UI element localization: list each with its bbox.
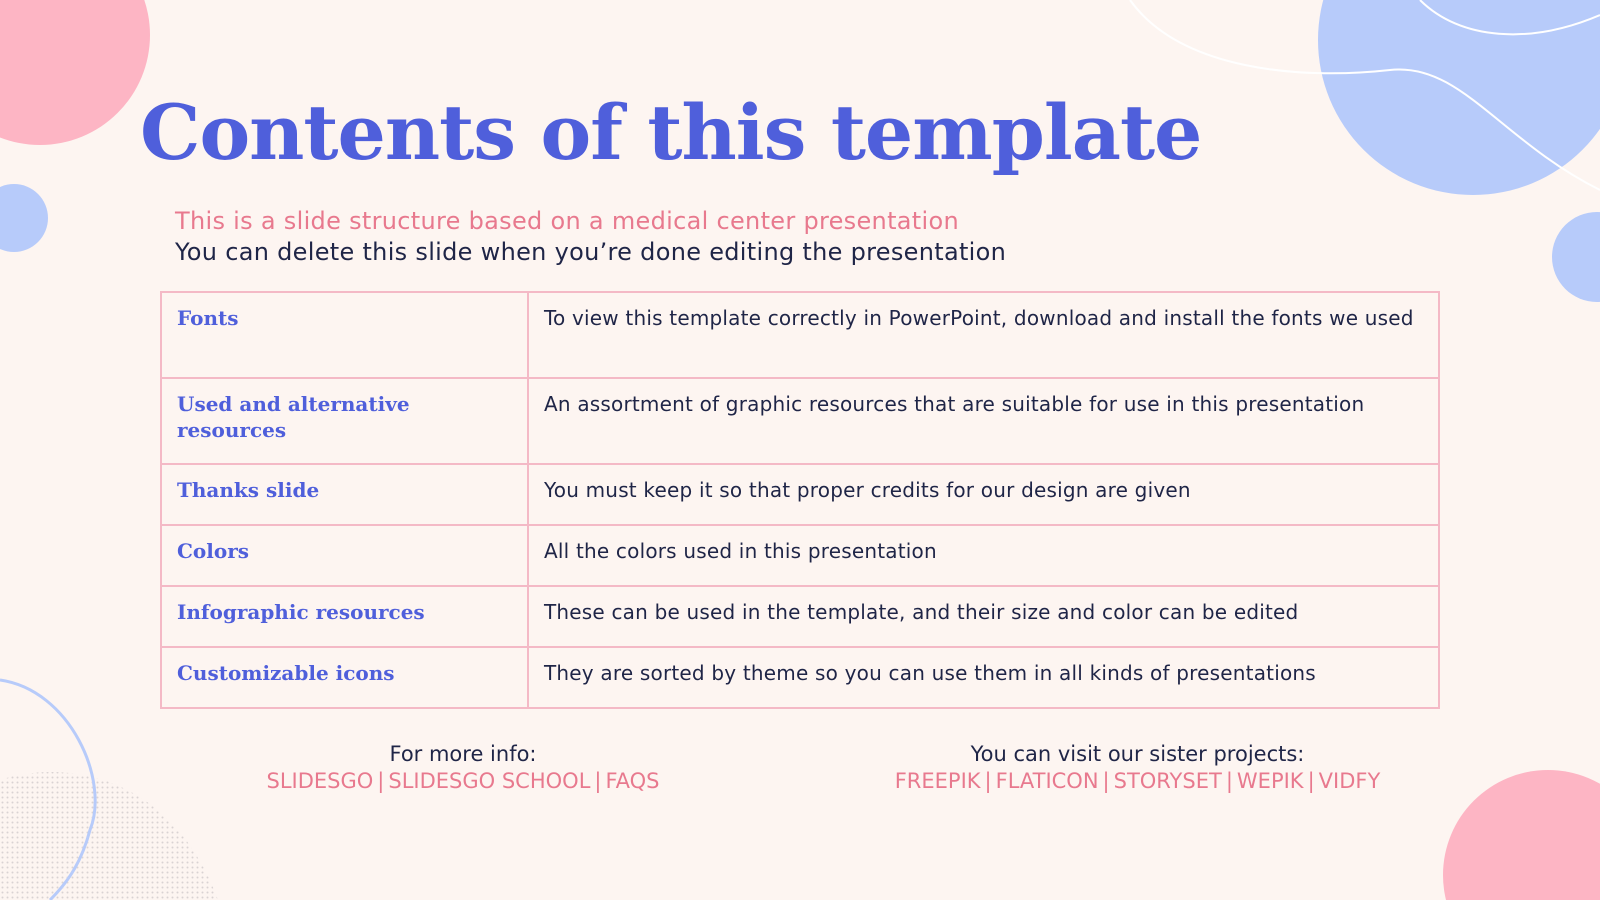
subtitle-block [175, 206, 1275, 268]
link-slidesgo-school[interactable]: SLIDESGO SCHOOL [388, 769, 591, 793]
link-wepik[interactable]: WEPIK [1236, 769, 1304, 793]
link-slidesgo[interactable]: SLIDESGO [266, 769, 374, 793]
table-row [161, 586, 1439, 647]
link-separator: | [377, 769, 385, 793]
link-faqs[interactable]: FAQS [605, 769, 660, 793]
link-separator: | [1307, 769, 1315, 793]
row-description: An assortment of graphic resources that are suitable for use in this presentation [528, 378, 1439, 464]
row-description: You must keep it so that proper credits for our design are given [528, 464, 1439, 525]
subtitle-line-2: You can delete this slide when you’re done editing the presentation [175, 238, 1007, 266]
contents-table [160, 291, 1440, 709]
subtitle-line-1: This is a slide structure based on a medical center presentation [175, 207, 959, 235]
row-term: Thanks slide [161, 464, 528, 525]
row-term: Used and alternative resources [161, 378, 528, 464]
link-separator: | [594, 769, 602, 793]
table-row [161, 525, 1439, 586]
row-term: Fonts [161, 292, 528, 378]
right-small-blue-circle [1552, 212, 1600, 302]
table-row [161, 378, 1439, 464]
left-small-blue-circle [0, 184, 48, 252]
row-term: Customizable icons [161, 647, 528, 708]
footer-more-info-links [238, 768, 688, 795]
bottom-left-blue-arc [0, 670, 110, 900]
row-description: They are sorted by theme so you can use them in all kinds of presentations [528, 647, 1439, 708]
table-row [161, 292, 1439, 378]
link-separator: | [1225, 769, 1233, 793]
row-description: To view this template correctly in PowerPoint, download and install the fonts we used [528, 292, 1439, 378]
row-description: These can be used in the template, and their size and color can be edited [528, 586, 1439, 647]
link-vidfy[interactable]: VIDFY [1318, 769, 1381, 793]
table-row [161, 464, 1439, 525]
link-separator: | [1102, 769, 1110, 793]
footer-more-info [238, 741, 688, 795]
page-title: Contents of this template [140, 88, 1202, 177]
row-term: Colors [161, 525, 528, 586]
footer-more-info-heading: For more info: [389, 742, 537, 766]
table-row [161, 647, 1439, 708]
link-flaticon[interactable]: FLATICON [995, 769, 1099, 793]
footer-sister-projects [850, 741, 1425, 795]
bottom-right-pink-circle [1443, 770, 1600, 900]
row-description: All the colors used in this presentation [528, 525, 1439, 586]
link-storyset[interactable]: STORYSET [1113, 769, 1222, 793]
footer-sister-projects-links [850, 768, 1425, 795]
top-left-pink-circle [0, 0, 150, 145]
link-separator: | [984, 769, 992, 793]
footer-sister-projects-heading: You can visit our sister projects: [970, 742, 1305, 766]
link-freepik[interactable]: FREEPIK [894, 769, 981, 793]
row-term: Infographic resources [161, 586, 528, 647]
